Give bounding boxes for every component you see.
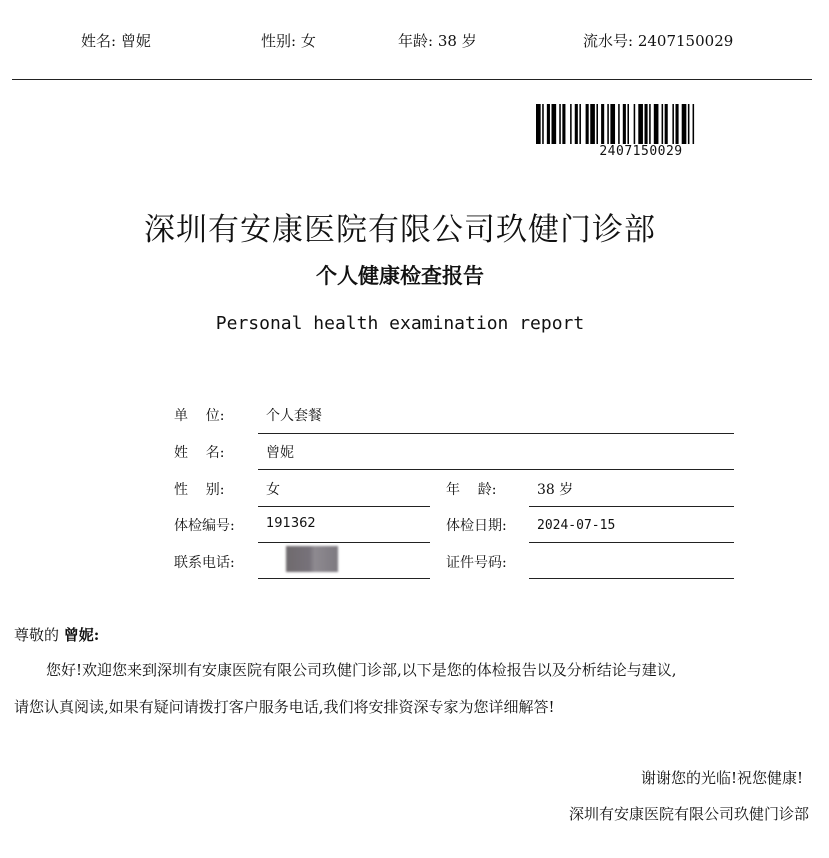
barcode: [536, 104, 746, 144]
exam-date-underline: [529, 542, 734, 543]
letter-paragraph-line1: 您好!欢迎您来到深圳有安康医院有限公司玖健门诊部,以下是您的体检报告以及分析结论与建议,: [46, 661, 677, 679]
header-serial: [583, 30, 733, 51]
exam-no-value: 191362: [266, 516, 316, 531]
header-serial-value: 2407150029: [637, 32, 734, 50]
greeting-name: 曾妮:: [63, 626, 100, 644]
age-underline: [529, 506, 734, 507]
header-name-value: 曾妮: [120, 32, 151, 50]
phone-underline: [258, 578, 430, 579]
barcode-number: 2407150029: [599, 144, 683, 159]
exam-date-label: 体检日期:: [446, 518, 507, 534]
gender-label: 性 别:: [174, 482, 225, 498]
unit-underline: [258, 433, 734, 434]
unit-value: 个人套餐: [266, 408, 322, 424]
age-value: 38 岁: [537, 482, 574, 498]
phone-label: 联系电话:: [174, 555, 235, 571]
header-divider: [12, 79, 812, 80]
unit-label: 单 位:: [174, 408, 225, 424]
header-age-value: 38 岁: [437, 32, 477, 50]
age-label: 年 龄:: [446, 482, 497, 498]
header-age-label: 年龄:: [398, 32, 434, 50]
exam-no-underline: [258, 542, 430, 543]
report-title-en: Personal health examination report: [215, 313, 585, 334]
header-gender-label: 性别:: [261, 32, 297, 50]
letter-signature: 深圳有安康医院有限公司玖健门诊部: [568, 805, 809, 823]
id-label: 证件号码:: [446, 555, 507, 571]
header-name-label: 姓名:: [81, 32, 117, 50]
gender-underline: [258, 506, 430, 507]
organization-title: 深圳有安康医院有限公司玖健门诊部: [144, 212, 656, 248]
phone-redacted: [286, 546, 338, 572]
greeting-prefix: 尊敬的: [14, 626, 60, 644]
greeting: [14, 624, 99, 645]
exam-date-value: 2024-07-15: [537, 518, 616, 533]
header-serial-label: 流水号:: [583, 32, 634, 50]
header-age: [398, 30, 477, 51]
name-value: 曾妮: [266, 445, 294, 461]
exam-no-label: 体检编号:: [174, 518, 235, 534]
report-title-cn: 个人健康检查报告: [316, 263, 484, 288]
id-underline: [529, 578, 734, 579]
name-label: 姓 名:: [174, 445, 225, 461]
gender-value: 女: [266, 482, 280, 498]
header-name: [81, 30, 151, 51]
header-gender: [261, 30, 316, 51]
header-gender-value: 女: [300, 32, 316, 50]
letter-paragraph-line2: 请您认真阅读,如果有疑问请拨打客户服务电话,我们将安排资深专家为您详细解答!: [14, 698, 555, 716]
letter-thanks: 谢谢您的光临!祝您健康!: [640, 769, 803, 787]
name-underline: [258, 469, 734, 470]
